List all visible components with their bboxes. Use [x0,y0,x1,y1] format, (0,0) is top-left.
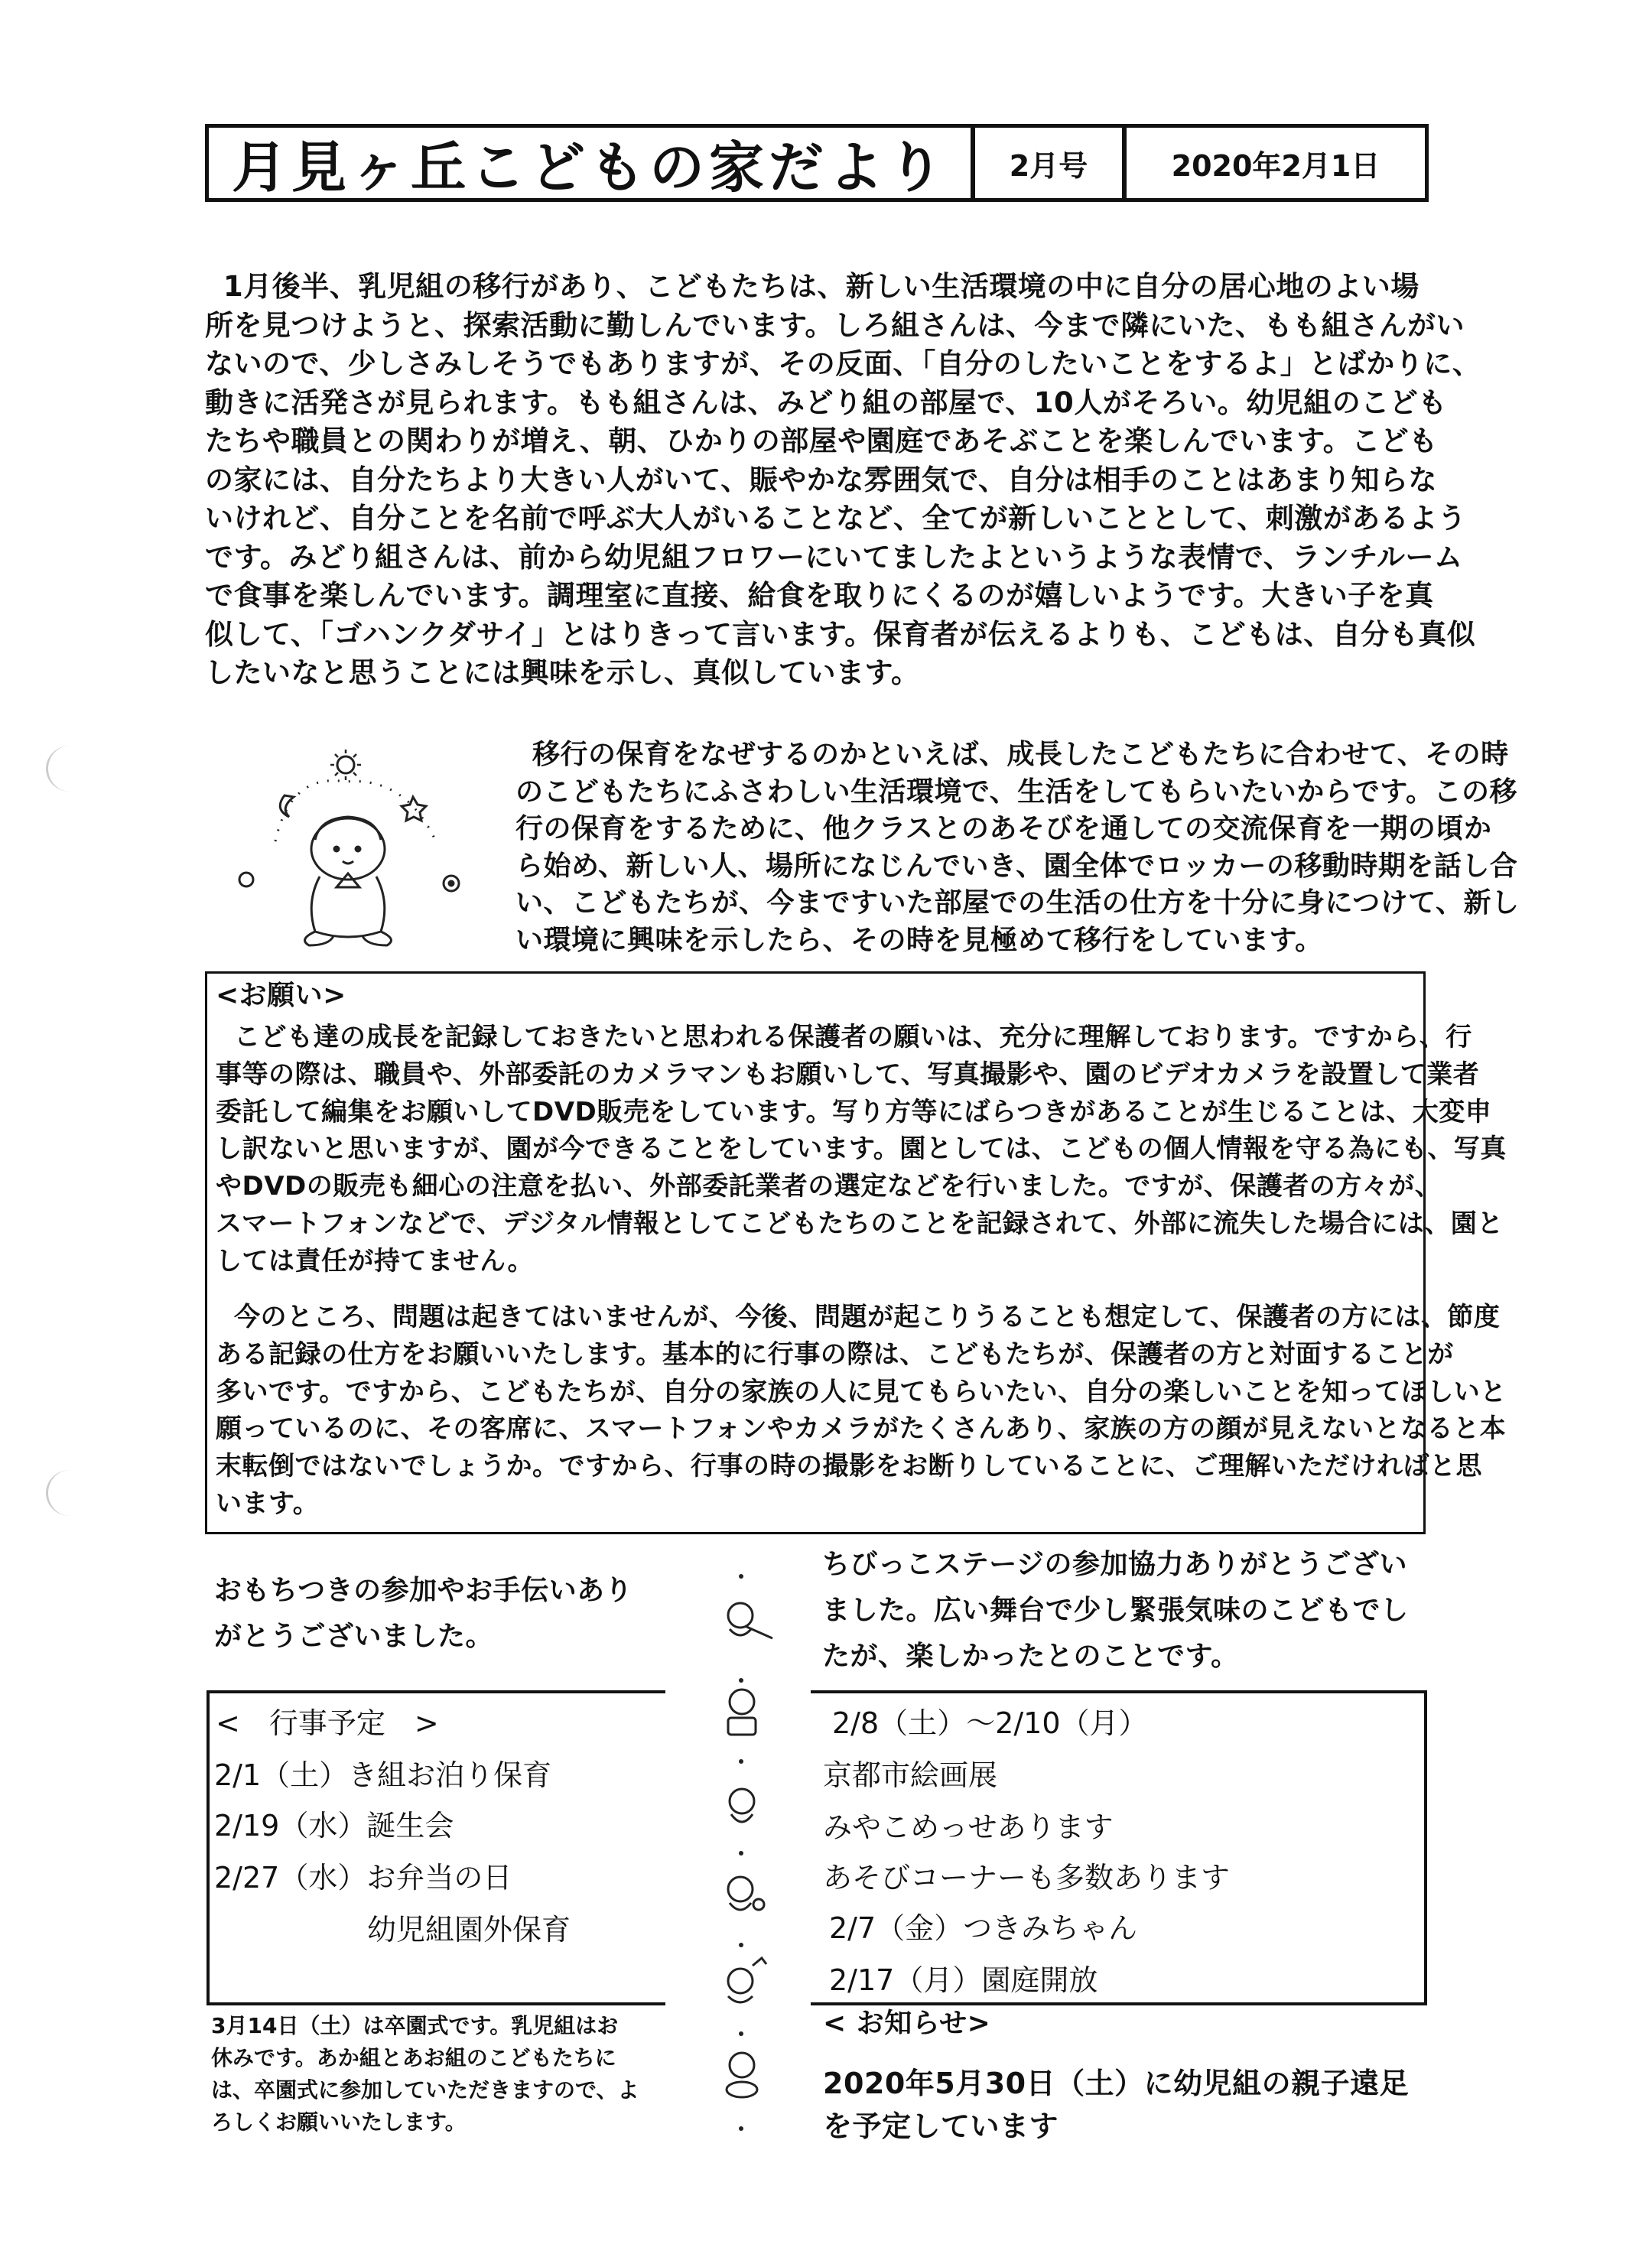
text-line: 所を見つけようと、探索活動に勤しんでいます。しろ組さんは、今まで隣にいた、もも組さんがい [205,308,1465,342]
text-line: 事等の際は、職員や、外部委託のカメラマンもお願いして、写真撮影や、園のビデオカメラを設置して業者 [216,1059,1480,1090]
text-line: ある記録の仕方をお願いいたします。基本的に行事の際は、こどもたちが、保護者の方と対面することが [216,1338,1454,1370]
text-line: 多いです。ですから、こどもたちが、自分の家族の人に見てもらいたい、自分の楽しいことを知ってほしいと [216,1376,1507,1407]
text-line: ないので、少しさみしそうでもありますが、その反面、「自分のしたいことをするよ」とばかりに、 [205,347,1481,380]
text-line: いけれど、自分ことを名前で呼ぶ大人がいることなど、全てが新しいこととして、刺激があるよう [205,502,1467,535]
text-line: を予定しています [823,2109,1059,2143]
child-bell-icon [728,1958,766,2002]
punch-hole-mark [46,746,94,792]
request-heading [216,977,346,1014]
sun-icon [337,756,354,773]
text-line: 委託して編集をお願いしてDVD販売をしています。写り方等にばらつきがあることが生じることは、大変申 [216,1096,1492,1127]
text-line: ら始め、新しい人、場所になじんでいき、園全体でロッカーの移動時期を話し合 [515,850,1518,882]
event-item: 京都市絵画展 [823,1758,998,1792]
events-right-top-rule [811,1690,1427,1693]
separator-dot [739,1574,743,1579]
separator-dot [739,1851,743,1856]
text-line: 今のところ、問題は起きてはいませんが、今後、問題が起こりうることも想定して、保護者の方には、節度 [234,1302,1501,1332]
text-line: ちびっこステージの参加協力ありがとうござい [822,1549,1408,1580]
text-line: 2020年5月30日（土）に幼児組の親子遠足 [823,2067,1410,2100]
text-line: 願っているのに、その客席に、スマートフォンやカメラがたくさんあり、家族の方の顔が見えないとなると本 [216,1413,1507,1445]
text-line: おもちつきの参加やお手伝いあり [214,1575,633,1606]
separator-dot [739,2126,743,2131]
text-line: ました。広い舞台で少し緊張気味のこどもでし [822,1595,1409,1626]
star-icon [402,797,426,821]
text-line: で食事を楽しんでいます。調理室に直接、給食を取りにくるのが嬉しいようです。大きい子を真 [205,579,1434,612]
graduation-note [211,2010,639,2139]
issue-date: 2020年2月1日 [1171,148,1380,183]
events-heading: < 行事予定 > [216,1706,439,1740]
newsletter-title-box [205,124,974,202]
text-line: やDVDの販売も細心の注意を払い、外部委託業者の選定などを行いました。ですが、保護者の方々が、 [216,1171,1442,1202]
request-paragraph-1 [216,1019,1507,1280]
event-item: 2/7（金）つきみちゃん [829,1911,1138,1945]
flower-icon [239,873,253,886]
events-left-bottom-rule [206,2002,665,2005]
separator-dot [739,1678,743,1683]
separator-dot [739,1759,743,1764]
event-item: 2/1（土）き組お泊り保育 [214,1758,552,1792]
text-line: のこどもたちにふさわしい生活環境で、生活をしてもらいたいからです。この移 [515,776,1518,808]
event-item: 2/17（月）園庭開放 [829,1963,1098,1997]
events-left-top-rule [206,1690,665,1693]
event-item: 2/19（水）誕生会 [214,1809,454,1843]
text-line: 動きに活発さが見られます。もも組さんは、みどり組の部屋で、10人がそろい。幼児組のこども [205,385,1447,419]
notice-heading [823,2005,990,2042]
event-item: 2/8（土）～2/10（月） [832,1706,1148,1740]
text-line: 休みです。あか組とあお組のこどもたちに [211,2045,616,2070]
thanks-mochi [214,1568,633,1660]
text-line: しては責任が持てません。 [216,1245,535,1277]
text-line: し訳ないと思いますが、園が今できることをしています。園としては、こどもの個人情報を守る為にも、写真 [216,1134,1507,1165]
child-flute-icon [728,1603,772,1638]
text-line: い環境に興味を示したら、その時を見極めて移行をしています。 [515,924,1323,956]
issue-label: 2月号 [1009,148,1088,183]
child-singing-icon [730,1789,754,1822]
child-juggling-illustration [229,742,482,948]
text-line: い、こどもたちが、今まですいた部屋での生活の仕方を十分に身につけて、新し [515,887,1520,919]
text-line: たが、楽しかったとのことです。 [822,1641,1239,1672]
date-box [1123,124,1429,202]
separator-dot [739,2031,743,2036]
text-line: 3月14日（土）は卒園式です。乳児組はお [211,2013,619,2038]
separator-dot [739,1943,743,1947]
notice-heading-text: < お知らせ> [823,2008,991,2039]
text-line: です。みどり組さんは、前から幼児組フロワーにいてましたよというような表情で、ランチルーム [205,540,1463,574]
request-paragraph-2 [216,1299,1507,1523]
text-line: 似して、「ゴハンクダサイ」とはりきって言います。保育者が伝えるよりも、こどもは、自分も真似 [205,617,1476,651]
text-line: の家には、自分たちより大きい人がいて、賑やかな雰囲気で、自分は相手のことはあまり知らな [205,463,1438,496]
text-line: したいなと思うことには興味を示し、真似しています。 [205,656,920,689]
text-line: 行の保育をするために、他クラスとのあそびを通しての交流保育を一期の頃か [515,813,1492,844]
child-drum-icon [728,1690,756,1735]
request-heading-text: <お願い> [216,980,346,1011]
text-line: います。 [216,1488,320,1519]
event-item: 2/27（水）お弁当の日 [214,1861,512,1895]
notice-body [823,2062,1409,2148]
children-illustrations-column [702,1568,786,2142]
issue-box [971,124,1126,202]
events-right-right-rule [1424,1690,1427,2004]
event-item: 幼児組園外保育 [367,1913,571,1947]
thanks-stage [822,1542,1409,1680]
text-line: 移行の保育をなぜするのかといえば、成長したこどもたちに合わせて、その時 [532,739,1509,770]
text-line: ろしくお願いいたします。 [211,2109,467,2135]
event-item: みやこめっせあります [823,1810,1114,1844]
event-item: あそびコーナーも多数あります [823,1861,1231,1895]
moon-icon [280,795,294,817]
newsletter-title: 月見ヶ丘こどもの家だより [231,135,948,200]
child-tambourine-icon [727,2053,757,2097]
text-line: 末転倒ではないでしょうか。ですから、行事の時の撮影をお断りしていることに、ご理解いただければと思 [216,1451,1482,1482]
events-left-left-rule [206,1690,210,2004]
punch-hole-mark [46,1470,94,1516]
text-line: スマートフォンなどで、デジタル情報としてこどもたちのことを記録されて、外部に流失した場合には、園と [216,1208,1504,1239]
text-line: 1月後半、乳児組の移行があり、こどもたちは、新しい生活環境の中に自分の居心地のよい場 [223,270,1419,303]
transition-paragraph [515,737,1520,959]
text-line: がとうございました。 [214,1621,494,1652]
intro-paragraph [205,268,1481,693]
text-line: は、卒園式に参加していただきますので、よ [211,2077,639,2103]
text-line: こども達の成長を記録しておきたいと思われる保護者の願いは、充分に理解しております。ですから、行 [234,1022,1472,1052]
child-castanet-icon [728,1877,764,1910]
text-line: たちや職員との関わりが増え、朝、ひかりの部屋や園庭であそぶことを楽しんでいます。こども [205,424,1438,457]
